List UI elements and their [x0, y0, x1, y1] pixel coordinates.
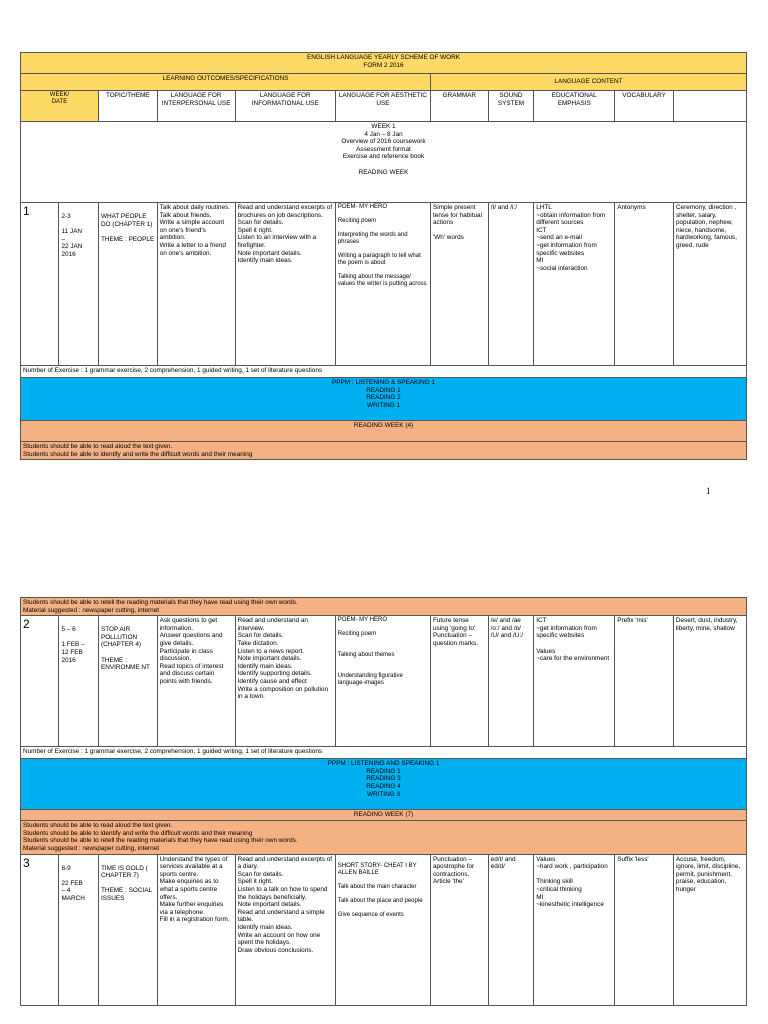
- row1-informational: Read and understand excerpts of brochures on job descriptions. Scan for details. Spell it right. Listen to an interview with a firefighter. Note important details. Identify main ideas.: [235, 203, 335, 366]
- students-note-2: Students should be able to read aloud the text given. Students should be able to identify and write the difficult words and their meaning Students should be able to retell the reading materials that they have read using their own words. Material suggested : newspaper cutting, internet: [21, 821, 747, 854]
- row3-interpersonal: Understand the types of services available at a sports centre. Make enquiries as to what a sports centre offers. Make further enquiries via a telephone. Fill in a registration form.: [157, 854, 235, 1005]
- row1-number: 1: [21, 203, 59, 366]
- col-week-date: WEEK/ DATE: [21, 91, 99, 122]
- pppm-block-1: PPPM : LISTENING & SPEAKING 1 READING 1 READING 2 WRITING 1: [21, 378, 747, 421]
- row3-aesthetic: SHORT STORY- CHEAT I BY ALLEN BAILLE Talk about the main character Talk about the place and people Give sequence of events: [335, 854, 430, 1005]
- row2-aesthetic: POEM- MY HERO Reciting poem Talking about themes Understanding figurative language-images: [335, 616, 430, 747]
- col-interpersonal: LANGUAGE FOR INTERPERSONAL USE: [157, 91, 235, 122]
- continuation-note: Students should be able to retell the reading materials that they have read using their own words. Material suggested : newspaper cutting, internet: [21, 598, 747, 616]
- row1-topic: WHAT PEOPLE DO (CHAPTER 1) THEME : PEOPLE: [98, 203, 157, 366]
- pppm-block-2: PPPM : LISTENING AND SPEAKING 1 READING 1 READING 3 READING 4 WRITING 3: [21, 759, 747, 810]
- col-vocabulary: VOCABULARY: [615, 91, 674, 122]
- row3-emphasis: Values ~hard work , participation Thinking skill ~critical thinking MI ~kinesthetic intelligence: [534, 854, 615, 1005]
- exercise-note-2: Number of Exercise : 1 grammar exercise, 2 comprehension, 1 guided writing, 1 set of literature questions: [21, 747, 747, 759]
- reading-week-2: READING WEEK (7): [21, 810, 747, 821]
- row2-vocab-words: Desert, dust, industry, liberty, mine, shallow: [673, 616, 746, 747]
- col-topic: TOPIC/THEME: [98, 91, 157, 122]
- row3-informational: Read and understand excerpts of a diary. Scan for details. Spell it right. Listen to a talk on how to spend the holidays beneficially. Note important details. Read and understand a simple table. Identify main ideas. Write an account on how one spent the holidays. Draw obvious conclusions.: [235, 854, 335, 1005]
- row3-topic: TIME IS GOLD ( CHAPTER 7) THEME : SOCIAL ISSUES: [98, 854, 157, 1005]
- row2-sound: /e/ and /ae /o:/ and /ɒ/ /U/ and /U:/: [488, 616, 534, 747]
- scheme-title: [21, 53, 747, 74]
- row3-number: 3: [21, 854, 59, 1005]
- row1-date: 2-3 11 JAN – 22 JAN 2016: [59, 203, 98, 366]
- col-emphasis: EDUCATIONAL EMPHASIS: [534, 91, 615, 122]
- row1-vocab-type: Antonyms: [615, 203, 674, 366]
- col-aesthetic: LANGUAGE FOR AESTHETIC USE: [335, 91, 430, 122]
- row2-emphasis: ICT ~get information from specific websites Values ~care for the environment: [534, 616, 615, 747]
- page-number: 1: [706, 486, 711, 496]
- row3-vocab-type: Suffix 'less': [615, 854, 674, 1005]
- title-text: ENGLISH LANGUAGE YEARLY SCHEME OF WORK: [306, 54, 461, 61]
- row1-interpersonal: Talk about daily routines. Talk about friends. Write a simple account on one's friend's ambition. Write a letter to a friend on one's ambition.: [157, 203, 235, 366]
- row1-aesthetic: POEM- MY HERO Reciting poem Interpreting the words and phrases Writing a paragraph to tell what the poem is about Talking about the message/ values the writer is putting across: [335, 203, 430, 366]
- col-sound: SOUND SYSTEM: [488, 91, 534, 122]
- col-grammar: GRAMMAR: [430, 91, 488, 122]
- row1-sound: /I/ and /i:/: [488, 203, 534, 366]
- row1-vocab-words: Ceremony, direction , shelter, salary, population, nephew, niece, handsome, hardworking, famous, greed, rude: [673, 203, 746, 366]
- students-note-1: Students should be able to read aloud the text given. Students should be able to identify and write the difficult words and their meaning: [21, 442, 747, 460]
- row2-number: 2: [21, 616, 59, 747]
- row2-grammar: Future tense using 'going to' Punctuation – question marks.: [430, 616, 488, 747]
- row2-date: 5 – 6 1 FEB – 12 FEB 2016: [59, 616, 98, 747]
- col-blank: [673, 91, 746, 122]
- language-content-header: LANGUAGE CONTENT: [430, 74, 746, 91]
- week1-overview: WEEK 1 4 Jan – 8 Jan Overview of 2016 coursework Assessment format Exercise and reference book READING WEEK: [21, 122, 747, 203]
- reading-week-1: READING WEEK (4): [21, 421, 747, 442]
- row2-informational: Read and understand an interview. Scan for details. Take dictation. Listen to a news report. Note important details. Identify main ideas. Identify supporting details. Identify cause and effect Write a composition on pollution in a town.: [235, 616, 335, 747]
- learning-outcomes-header: LEARNING OUTCOMES/SPECIFICATIONS: [21, 74, 431, 91]
- scheme-table-page2: [20, 597, 747, 1006]
- col-informational: LANGUAGE FOR INFORMATIONAL USE: [235, 91, 335, 122]
- row2-vocab-type: Prefix 'mis': [615, 616, 674, 747]
- row2-topic: STOP AIR POLLUTION (CHAPTER 4) THEME : ENVIRONME NT: [98, 616, 157, 747]
- row3-grammar: Punctuation – apostrophe for contractions. Article 'the': [430, 854, 488, 1005]
- scheme-table-page1: [20, 52, 747, 460]
- row3-sound: ed/t/ and ed/d/: [488, 854, 534, 1005]
- form-text: FORM 2 2016: [363, 61, 404, 69]
- row3-vocab-words: Accuse, freedom, ignore, limit, discipline, permit, punishment, praise, education, hunger: [673, 854, 746, 1005]
- row3-date: 8-9 22 FEB – 4 MARCH: [59, 854, 98, 1005]
- row1-grammar: Simple present tense for habitual actions 'Wh' words: [430, 203, 488, 366]
- row2-interpersonal: Ask questions to get information. Answer questions and give details. Participate in class discussion. Read topics of interest and discuss certain points with friends.: [157, 616, 235, 747]
- row1-emphasis: LHTL ~obtain information from different sources ICT ~send an e-mail ~get information from specific websites MI ~social interaction: [534, 203, 615, 366]
- exercise-note-1: Number of Exercise : 1 grammar exercise, 2 comprehension, 1 guided writing, 1 set of literature questions: [21, 366, 747, 378]
